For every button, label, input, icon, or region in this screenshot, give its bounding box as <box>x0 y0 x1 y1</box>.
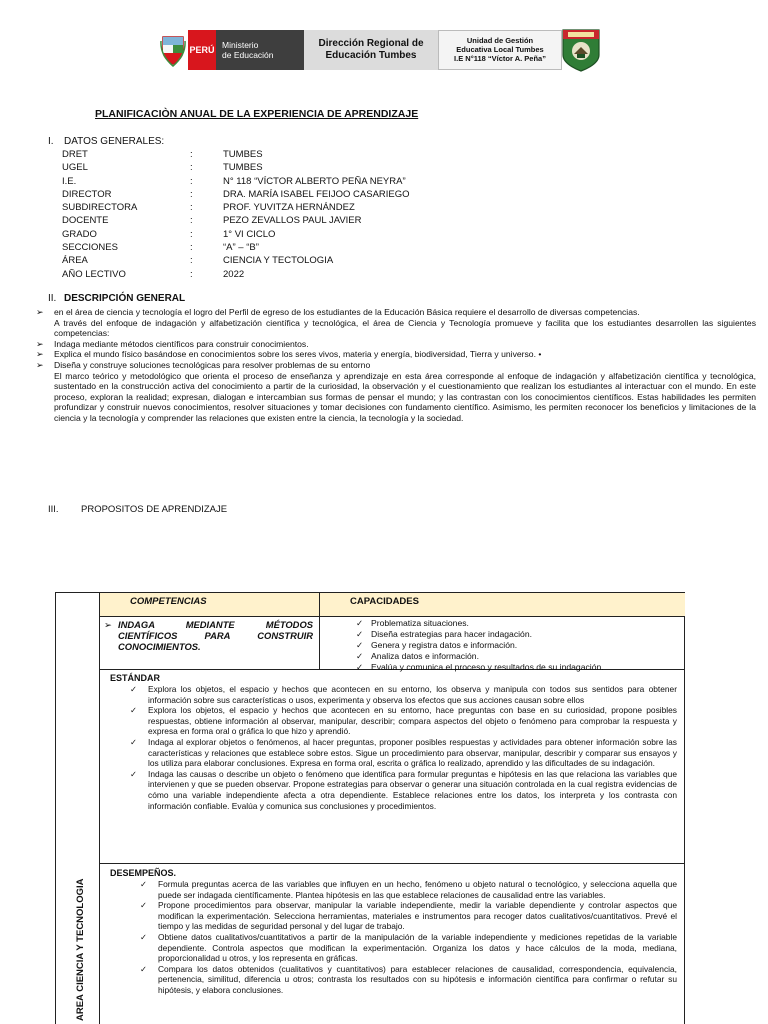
list-item: ✓ Indaga las causas o describe un objeto o fenómeno que identifica para formular preguntas e hipótesis en las que relaciona las variables que intervienen y que se pueden observar. Propone estrategias para observar o generar una situación controlada en la cual registra evidencias de cómo una variable independiente afecta a otra dependiente. Establece relaciones entre los datos, los interpreta y los contrasta con información confiable. Evalúa y comunica sus conclusiones y procedimientos. <box>130 768 677 811</box>
estandar-title: ESTÁNDAR <box>110 673 161 683</box>
document-title: PLANIFICACIÒN ANUAL DE LA EXPERIENCIA DE APRENDIZAJE <box>95 108 419 120</box>
area-side-column <box>56 593 100 1024</box>
descripcion-general-body <box>36 307 756 424</box>
capacidades-cell <box>320 617 685 672</box>
arrow-bullet-icon: ➢ <box>104 619 112 630</box>
section-propositos-heading: III. PROPOSITOS DE APRENDIZAJE <box>48 504 228 515</box>
list-item: ✓ Propone procedimientos para observar, manipular la variable independiente, medir la variable dependiente y controlar aspectos que modifican la experimentación. Selecciona herramientas, materiales e instrumentos para recoger datos cualitativos/cuantitativos. Prevé el tiempo y las medidas de seguridad personal y del lugar de trabajo. <box>140 900 677 932</box>
section-datos-generales-heading: I. DATOS GENERALES: <box>48 136 165 147</box>
datos-row: AÑO LECTIVO : 2022 <box>62 268 245 280</box>
ugel-label: Unidad de Gestión Educativa Local Tumbes I.E N°118 “Víctor A. Peña” <box>438 30 562 70</box>
list-item: ✓ Explora los objetos, el espacio y hechos que acontecen en su entorno, los observa y manipula con todos sus sentidos para obtener información sobre sus características o usos, experimenta y observa los efectos que sus acciones causan sobre ellos <box>130 684 677 705</box>
arrow-bullet-icon: ➢ <box>36 307 44 317</box>
list-item: ✓ Explora los objetos, el espacio y hechos que acontecen en su entorno, hace preguntas con base en su curiosidad, propone posibles respuestas, obtiene información al observar, manipular, describir; compara aspectos del objeto o fenómeno para comprobar la respuesta y expresa en forma oral o gráfica lo que hizo y aprendió. <box>130 705 677 737</box>
desempenos-section <box>100 864 685 1024</box>
arrow-bullet-icon: ➢ <box>36 359 44 370</box>
list-item: ✓ Indaga al explorar objetos o fenómenos, al hacer preguntas, proponer posibles respuestas y actividades para obtener información sobre las características y relaciones que establece sobre estos. Sigue un procedimiento para observar, manipular, describir y comparar sus ensayos y los utiliza para elaborar conclusiones. Expresa en forma oral, escrita o gráfica lo realizado, aprendido y las dificultades de su indagación. <box>130 736 677 769</box>
header-competencias: COMPETENCIAS <box>100 593 320 616</box>
list-item: ✓ Evalúa y comunica el proceso y resultados de su indagación. <box>356 662 604 672</box>
list-item: ✓ Problematiza situaciones. <box>356 618 469 628</box>
peru-brand: PERÚ <box>188 30 216 70</box>
check-icon: ✓ <box>356 629 364 639</box>
list-item: ✓ Formula preguntas acerca de las variables que influyen en un hecho, fenómeno u objeto natural o tecnológico, y selecciona aquella que puede ser indagada científicamente. Plantea hipótesis en las que establece relaciones de causalidad entre las variables. <box>140 879 677 900</box>
check-icon: ✓ <box>140 900 148 911</box>
school-crest-icon <box>560 27 602 73</box>
check-icon: ✓ <box>356 651 364 661</box>
datos-row: UGEL : TUMBES <box>62 162 263 174</box>
competencia-cell: ➢ INDAGA MEDIANTE MÉTODOS CIENTÍFICOS PARA CONSTRUIR CONOCIMIENTOS. <box>100 617 320 669</box>
table-header-row <box>100 593 685 617</box>
check-icon: ✓ <box>140 879 148 889</box>
area-label: AREA CIENCIA Y TECNOLOGIA <box>75 878 86 1021</box>
list-item: ➢ Indaga mediante métodos científicos para construir conocimientos. <box>36 338 309 349</box>
list-item: ✓ Analiza datos e información. <box>356 651 479 661</box>
paragraph: El marco teórico y metodológico que orienta el proceso de enseñanza y aprendizaje en esta área corresponde al enfoque de indagación y alfabetización científica y tecnológica, sustentado en la construcción activa del conocimiento a partir de la curiosidad, la observación y el cuestionamiento que realizan los estudiantes al interactuar con el mundo. En este proceso, exploran la realidad; expresan, dialogan e intercambian sus formas de pensar el mundo; y las contrastan con los conocimientos científicos. Estas habilidades les permiten profundizar y construir nuevos conocimientos, resolver situaciones y tomar decisiones con fundamento científico. Asimismo, les permiten reconocer los beneficios y limitaciones de la ciencia y la tecnología y comprender las relaciones que existen entre la ciencia, la tecnología y la sociedad. <box>54 370 756 423</box>
datos-row: DIRECTOR : DRA. MARÍA ISABEL FEIJOO CASARIEGO <box>62 188 410 200</box>
datos-row: SUBDIRECTORA : PROF. YUVITZA HERNÁNDEZ <box>62 202 355 214</box>
paragraph: A través del enfoque de indagación y alfabetización científica y tecnológica, el área de Ciencia y Tecnología promueve y facilita que los estudiantes desarrollen las siguientes competencias: <box>54 317 756 339</box>
check-icon: ✓ <box>356 662 364 672</box>
list-item: ➢ Diseña y construye soluciones tecnológicas para resolver problemas de su entorno <box>36 359 371 370</box>
check-icon: ✓ <box>140 963 148 974</box>
datos-row: GRADO : 1° VI CICLO <box>62 228 276 240</box>
datos-row: SECCIONES : “A” – “B” <box>62 242 259 254</box>
check-icon: ✓ <box>130 768 138 779</box>
header-capacidades: CAPACIDADES <box>350 596 419 607</box>
check-icon: ✓ <box>130 684 138 694</box>
propositos-table <box>55 592 685 1024</box>
list-item: ✓ Compara los datos obtenidos (cualitativos y cuantitativos) para establecer relaciones de causalidad, correspondencia, equivalencia, pertenencia, similitud, diferencia u otros; contrasta los resultados con su hipótesis e información científica para confirmar o refutar su hipótesis, y elabora conclusiones. <box>140 963 677 995</box>
ministerio-label: Ministerio de Educación <box>216 30 304 70</box>
list-item: ➢ Explica el mundo físico basándose en conocimientos sobre los seres vivos, materia y energía, biodiversidad, Tierra y universo. • <box>36 349 542 360</box>
check-icon: ✓ <box>130 705 138 716</box>
datos-generales-list <box>62 149 410 282</box>
check-icon: ✓ <box>356 618 364 628</box>
table-row <box>100 617 685 670</box>
check-icon: ✓ <box>130 736 138 747</box>
list-item: ➢ en el área de ciencia y tecnología el logro del Perfil de egreso de los estudiantes de la Educación Básica requiere el desarrollo de diversas competencias. <box>36 307 640 317</box>
letterhead <box>158 30 603 70</box>
dre-label: Dirección Regional de Educación Tumbes <box>304 30 438 70</box>
list-item: ✓ Diseña estrategias para hacer indagación. <box>356 629 532 639</box>
peru-coat-of-arms-icon <box>158 30 188 70</box>
arrow-bullet-icon: ➢ <box>36 349 44 360</box>
list-item: ✓ Genera y registra datos e información. <box>356 640 518 650</box>
arrow-bullet-icon: ➢ <box>36 338 44 349</box>
datos-row: DOCENTE : PEZO ZEVALLOS PAUL JAVIER <box>62 215 362 227</box>
check-icon: ✓ <box>140 931 148 942</box>
desempenos-title: DESEMPEÑOS. <box>110 868 177 878</box>
datos-row: DRET : TUMBES <box>62 149 263 160</box>
section-descripcion-heading: II. DESCRIPCIÓN GENERAL <box>48 293 186 304</box>
check-icon: ✓ <box>356 640 364 650</box>
datos-row: ÁREA : CIENCIA Y TECTOLOGIA <box>62 255 334 267</box>
estandar-section <box>100 670 685 864</box>
list-item: ✓ Obtiene datos cualitativos/cuantitativos a partir de la manipulación de la variable independiente y mediciones repetidas de la variable dependiente. Controla aspectos que modifican la experimentación. Organiza los datos y hace cálculos de la moda, mediana, proporcionalidad u otros, y los representa en gráficas. <box>140 931 677 964</box>
datos-row: I.E. : N° 118 “VÍCTOR ALBERTO PEÑA NEYRA” <box>62 175 406 187</box>
